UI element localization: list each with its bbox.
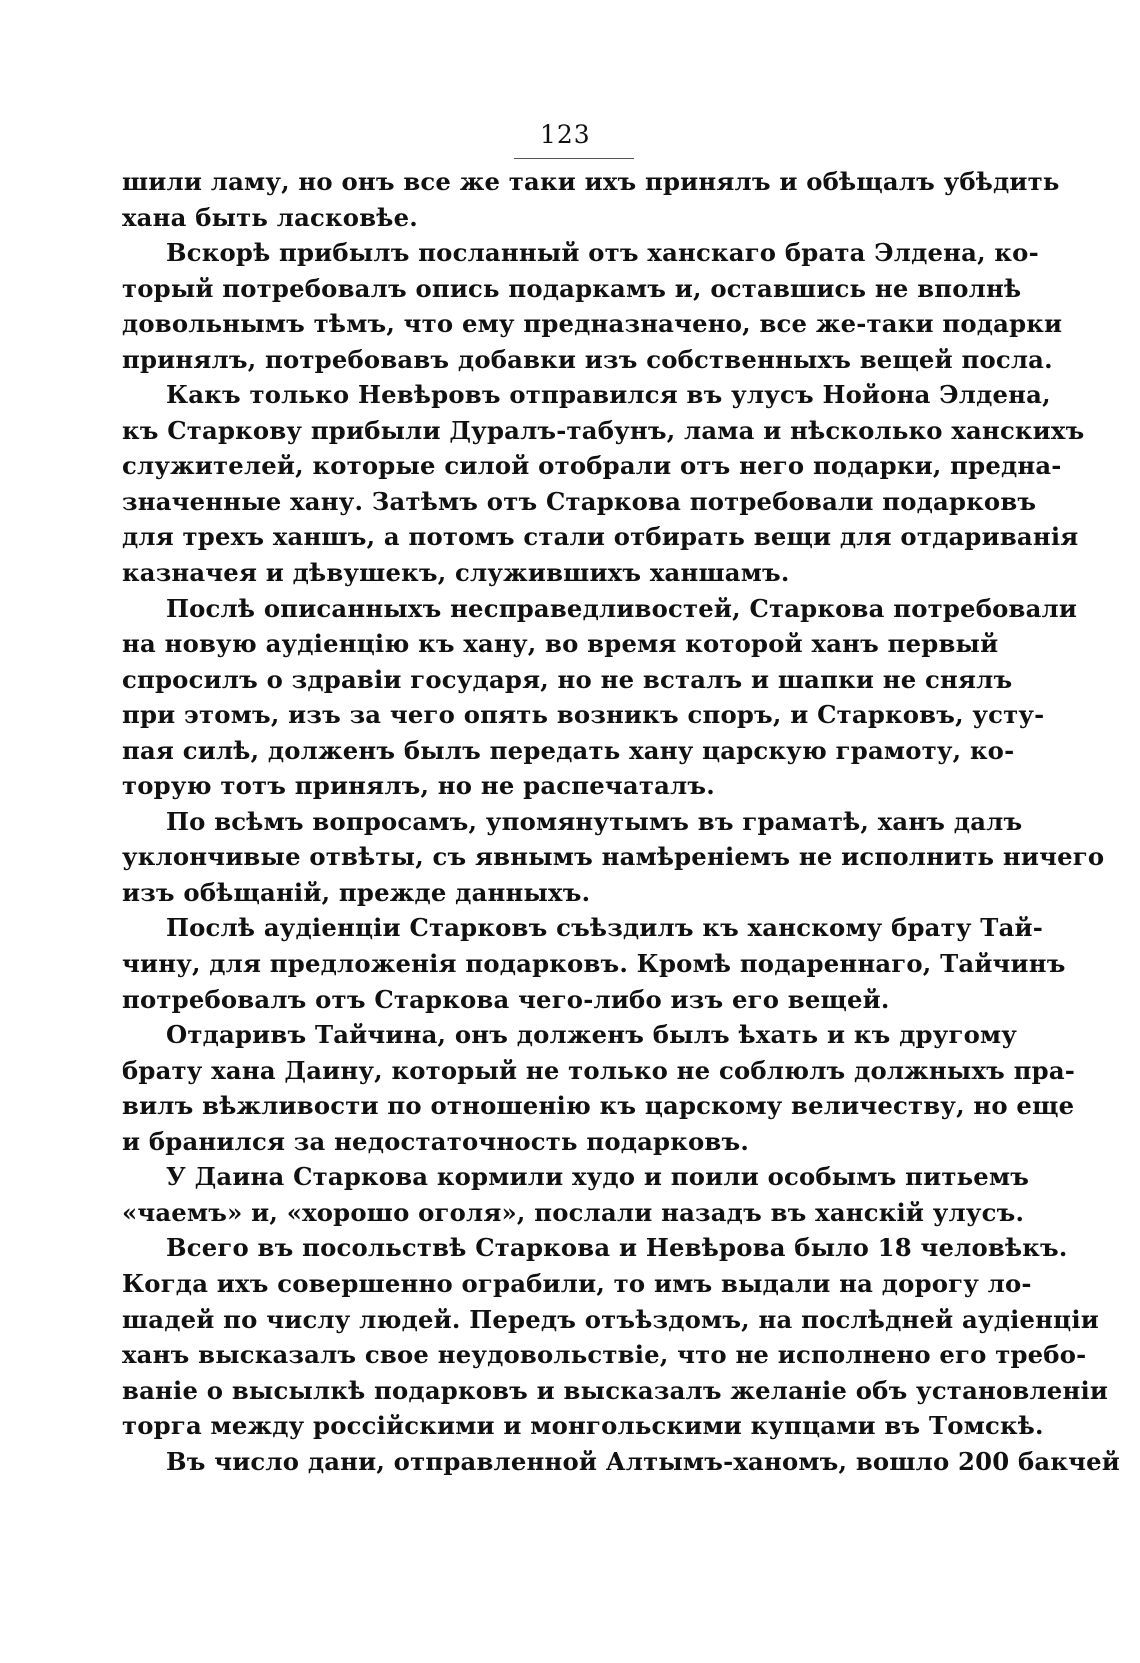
text-line: Послѣ аудіенціи Старковъ съѣздилъ къ ханскому брату Тай-: [166, 913, 1044, 943]
text-line: шили ламу, но онъ все же таки ихъ принялъ и обѣщалъ убѣдить: [122, 167, 1060, 196]
text-line: Вскорѣ прибылъ посланный отъ ханскаго брата Элдена, ко-: [166, 238, 1039, 268]
text-line: вилъ вѣжливости по отношенію къ царскому величеству, но еще: [122, 1091, 1075, 1121]
text-line: пая силѣ, долженъ былъ передать хану царскую грамоту, ко-: [122, 735, 1015, 765]
text-line: изъ обѣщаній, прежде данныхъ.: [122, 877, 591, 907]
text-line: чину, для предложенія подарковъ. Кромѣ подареннаго, Тайчинъ: [122, 949, 1066, 979]
text-line: принялъ, потребовавъ добавки изъ собственныхъ вещей посла.: [122, 344, 1053, 374]
text-line: «чаемъ» и, «хорошо оголя», послали назадъ въ ханскій улусъ.: [122, 1197, 1025, 1227]
text-line: казначея и дѣвушекъ, служившихъ ханшамъ.: [122, 558, 790, 588]
text-line: Послѣ описанныхъ несправедливостей, Старкова потребовали: [166, 593, 1078, 623]
header-rule: [514, 158, 634, 159]
text-line: значенные хану. Затѣмъ отъ Старкова потребовали подарковъ: [122, 486, 1037, 516]
text-line: брату хана Даину, который не только не соблюлъ должныхъ пра-: [122, 1055, 1076, 1085]
text-line: ваніе о высылкѣ подарковъ и высказалъ желаніе объ установленіи: [122, 1375, 1109, 1405]
text-line: спросилъ о здравіи государя, но не всталъ и шапки не снялъ: [122, 664, 1013, 694]
text-line: Когда ихъ совершенно ограбили, то имъ выдали на дорогу ло-: [122, 1268, 1032, 1298]
text-line: У Даина Старкова кормили худо и поили особымъ питьемъ: [166, 1162, 1030, 1192]
text-line: къ Старкову прибыли Дуралъ-табунъ, лама и нѣсколько ханскихъ: [122, 415, 1085, 445]
body-text: [122, 164, 1120, 1479]
text-line: торую тотъ принялъ, но не распечаталъ.: [122, 771, 715, 801]
text-line: служителей, которые силой отобрали отъ него подарки, предна-: [122, 451, 1062, 481]
text-line: Всего въ посольствѣ Старкова и Невѣрова было 18 человѣкъ.: [166, 1233, 1068, 1263]
text-line: хана быть ласковѣе.: [122, 202, 418, 232]
text-line: на новую аудіенцію къ хану, во время которой ханъ первый: [122, 629, 999, 659]
text-line: Отдаривъ Тайчина, онъ долженъ былъ ѣхать и къ другому: [166, 1020, 1018, 1050]
text-line: потребовалъ отъ Старкова чего-либо изъ его вещей.: [122, 984, 890, 1014]
page-header: [122, 112, 982, 164]
page: [122, 112, 1120, 1479]
text-line: торга между россійскими и монгольскими купцами въ Томскѣ.: [122, 1411, 1044, 1441]
text-line: ханъ высказалъ свое неудовольствіе, что не исполнено его требо-: [122, 1340, 1087, 1370]
text-line: По всѣмъ вопросамъ, упомянутымъ въ граматѣ, ханъ далъ: [166, 806, 1023, 836]
text-line: Въ число дани, отправленной Алтымъ-ханомъ, вошло 200 бакчей: [166, 1446, 1120, 1476]
text-line: торый потребовалъ опись подаркамъ и, оставшись не вполнѣ: [122, 273, 1022, 303]
text-line: при этомъ, изъ за чего опять возникъ споръ, и Старковъ, усту-: [122, 700, 1045, 730]
text-line: уклончивые отвѣты, съ явнымъ намѣреніемъ не исполнить ничего: [122, 842, 1105, 872]
text-line: для трехъ ханшъ, а потомъ стали отбирать вещи для отдариванія: [122, 522, 1079, 552]
text-line: и бранился за недостаточность подарковъ.: [122, 1126, 749, 1156]
text-line: Какъ только Невѣровъ отправился въ улусъ Нойона Элдена,: [166, 380, 1051, 410]
page-number: 123: [540, 120, 591, 149]
text-line: довольнымъ тѣмъ, что ему предназначено, все же-таки подарки: [122, 309, 1063, 339]
text-line: шадей по числу людей. Передъ отъѣздомъ, на послѣдней аудіенціи: [122, 1304, 1099, 1334]
